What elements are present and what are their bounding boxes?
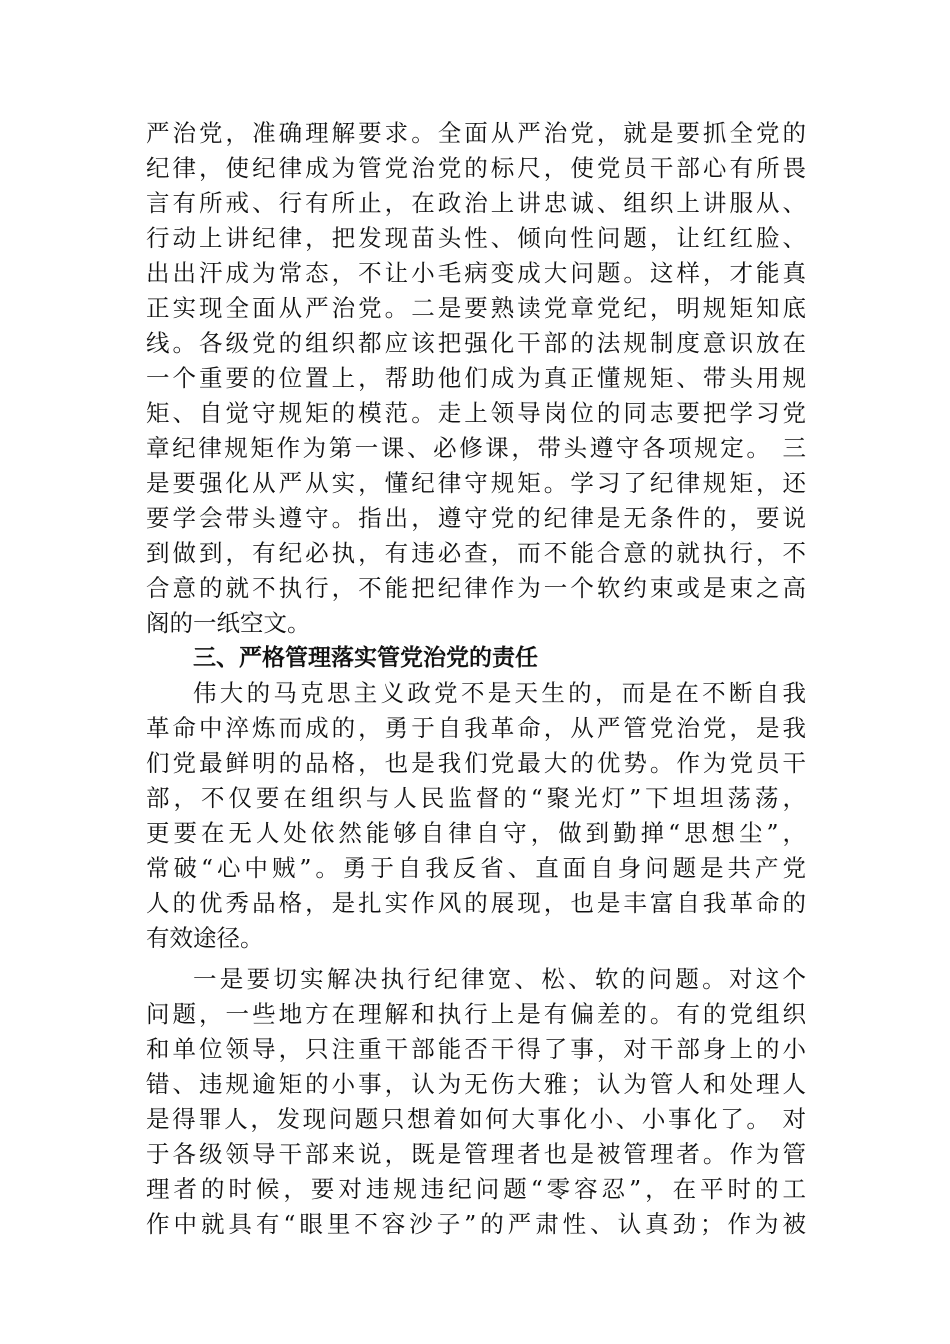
text-line: 伟大的马克思主义政党不是天生的，而是在不断自我 [193, 679, 806, 707]
text-line: 到做到，有纪必执，有违必查，而不能合意的就执行，不 [146, 539, 806, 567]
text-line: 一个重要的位置上，帮助他们成为真正懂规矩、带头用规 [146, 364, 806, 392]
text-line: 纪律，使纪律成为管党治党的标尺，使党员干部心有所畏 [146, 154, 806, 182]
paragraph-2 [146, 676, 806, 956]
text-line: 严治党，准确理解要求。全面从严治党，就是要抓全党的 [146, 119, 806, 147]
text-line: 阁的一纸空文。 [146, 609, 311, 637]
text-line: 出出汗成为常态，不让小毛病变成大问题。这样，才能真 [146, 259, 806, 287]
text-line: 错、违规逾矩的小事，认为无伤大雅；认为管人和处理人 [146, 1070, 806, 1098]
text-line: 常破“心中贼”。勇于自我反省、直面自身问题是共产党 [146, 854, 806, 882]
text-line: 更要在无人处依然能够自律自守，做到勤掸“思想尘”， [146, 819, 806, 847]
text-line: 章纪律规矩作为第一课、必修课，带头遵守各项规定。 三 [146, 434, 806, 462]
text-line: 有效途径。 [146, 924, 264, 952]
paragraph-3 [146, 962, 806, 1242]
text-line: 人的优秀品格，是扎实作风的展现，也是丰富自我革命的 [146, 889, 806, 917]
text-line: 线。各级党的组织都应该把强化干部的法规制度意识放在 [146, 329, 806, 357]
text-line: 要学会带头遵守。指出，遵守党的纪律是无条件的，要说 [146, 504, 806, 532]
text-line: 合意的就不执行，不能把纪律作为一个软约束或是束之高 [146, 574, 806, 602]
text-line: 行动上讲纪律，把发现苗头性、倾向性问题，让红红脸、 [146, 224, 806, 252]
text-line: 矩、自觉守规矩的模范。走上领导岗位的同志要把学习党 [146, 399, 806, 427]
text-line: 言有所戒、行有所止，在政治上讲忠诚、组织上讲服从、 [146, 189, 806, 217]
text-line: 问题，一些地方在理解和执行上是有偏差的。有的党组织 [146, 1000, 806, 1028]
text-line: 于各级领导干部来说，既是管理者也是被管理者。作为管 [146, 1140, 806, 1168]
text-line: 一是要切实解决执行纪律宽、松、软的问题。对这个 [193, 965, 806, 993]
text-line: 是得罪人，发现问题只想着如何大事化小、小事化了。 对 [146, 1105, 806, 1133]
section-heading: 三、严格管理落实管党治党的责任 [193, 645, 538, 671]
text-line: 们党最鲜明的品格，也是我们党最大的优势。作为党员干 [146, 749, 806, 777]
text-line: 正实现全面从严治党。二是要熟读党章党纪，明规矩知底 [146, 294, 806, 322]
text-line: 理者的时候，要对违规违纪问题“零容忍”，在平时的工 [146, 1175, 806, 1203]
text-line: 是要强化从严从实，懂纪律守规矩。学习了纪律规矩，还 [146, 469, 806, 497]
text-line: 部，不仅要在组织与人民监督的“聚光灯”下坦坦荡荡， [146, 784, 806, 812]
document-page [146, 116, 806, 1242]
paragraph-1 [146, 116, 806, 641]
text-line: 和单位领导，只注重干部能否干得了事，对干部身上的小 [146, 1035, 806, 1063]
text-line: 作中就具有“眼里不容沙子”的严肃性、认真劲；作为被 [146, 1210, 806, 1238]
text-line: 革命中淬炼而成的，勇于自我革命，从严管党治党，是我 [146, 714, 806, 742]
